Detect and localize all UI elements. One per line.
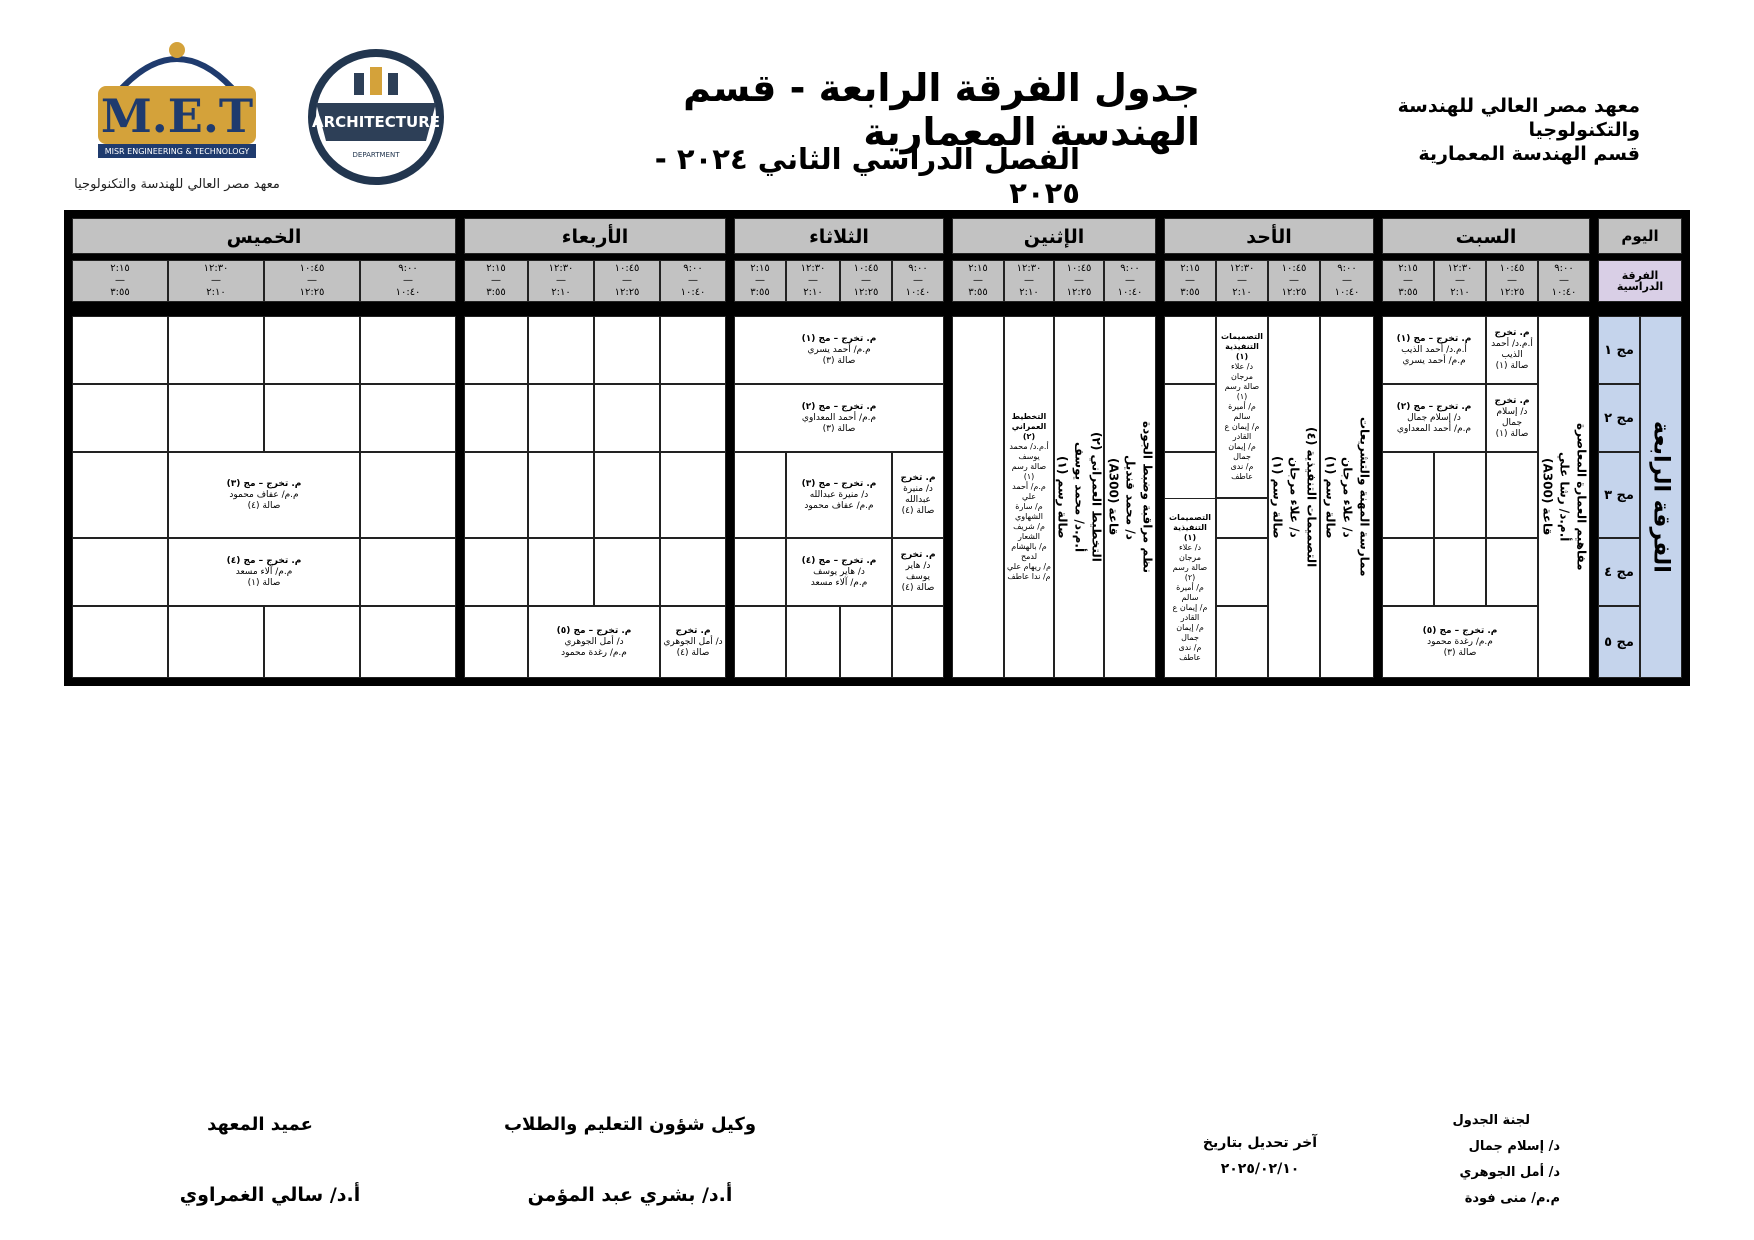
day-header-thu: الخميس: [72, 218, 456, 254]
empty-cell: [464, 452, 528, 538]
cell-line: د/ هاير يوسف: [813, 566, 865, 577]
cell-line: م/ إيمان ع القادر: [1224, 422, 1260, 441]
tue-g1-studio: [734, 316, 944, 384]
empty-cell: [264, 316, 360, 384]
slot-header: ١٠:٤٥ — ١٢:٢٥: [1486, 260, 1538, 302]
cell-line: م. تخرج – مج (١): [801, 333, 877, 344]
cell-line: صالة (٣): [822, 355, 856, 366]
page-title: جدول الفرقة الرابعة - قسم الهندسة المعمارية: [683, 66, 1200, 154]
cell-line: أ.م.د/ محمد: [1009, 442, 1049, 451]
cell-line: د/ أمل الجوهري: [663, 636, 723, 647]
empty-cell: [952, 316, 1004, 678]
cell-line: م.م/ رغدة محمود: [1427, 636, 1493, 647]
empty-cell: [1164, 316, 1216, 384]
tue-g3-studio-group: [786, 452, 892, 538]
cell-line: يوسف: [1018, 452, 1040, 461]
day-header-sun: الأحد: [1164, 218, 1374, 254]
slot-header: ١٠:٤٥ — ١٢:٢٥: [1054, 260, 1104, 302]
cell-line: صالة رسم (١): [1224, 382, 1260, 401]
slot-header: ١٢:٣٠ — ٢:١٠: [786, 260, 840, 302]
cell-line: صالة رسم (١): [1011, 462, 1047, 481]
cell-line: م/ ندا عاطف: [1007, 572, 1051, 581]
slot-header: ١٠:٤٥ — ١٢:٢٥: [264, 260, 360, 302]
slot-header: ١٢:٣٠ — ٢:١٠: [1434, 260, 1486, 302]
architecture-logo-sub: DEPARTMENT: [352, 151, 400, 159]
cell-line: م.م/ أحمد يسري: [1402, 355, 1466, 366]
sat-g1-studio-group: [1382, 316, 1486, 384]
year-name-cell: الفرقة الرابعة: [1640, 316, 1682, 678]
cell-line: صالة (٤): [676, 647, 710, 658]
empty-cell: [464, 316, 528, 384]
cell-line: د/ إسلام جمال: [1496, 407, 1528, 428]
cell-line: صالة (٣): [822, 423, 856, 434]
met-logo-arabic: معهد مصر العالي للهندسة والتكنولوجيا: [74, 177, 280, 192]
empty-cell: [168, 384, 264, 452]
day-header-sat: السبت: [1382, 218, 1590, 254]
cell-line: م/ ندى عاطف: [1178, 643, 1202, 662]
tue-g2-studio: [734, 384, 944, 452]
slot-header: ٩:٠٠ — ١٠:٤٠: [660, 260, 726, 302]
cell-line: صالة (٤): [901, 506, 935, 516]
slot-header: ٢:١٥ — ٣:٥٥: [734, 260, 786, 302]
cell-line: صالة (٤): [247, 500, 281, 511]
empty-cell: [1382, 452, 1434, 538]
slot-header: ٩:٠٠ — ١٠:٤٠: [360, 260, 456, 302]
empty-cell: [464, 538, 528, 606]
architecture-logo-text: ARCHITECTURE: [312, 113, 440, 131]
slot-header: ١٢:٣٠ — ٢:١٠: [1216, 260, 1268, 302]
empty-cell: [594, 452, 660, 538]
empty-cell: [660, 384, 726, 452]
empty-cell: [72, 384, 168, 452]
cell-line: صالة رسم (٢): [1172, 563, 1208, 582]
slot-header: ٩:٠٠ — ١٠:٤٠: [1104, 260, 1156, 302]
empty-cell: [660, 316, 726, 384]
committee-block: [1400, 1108, 1560, 1212]
cell-line: م. تخرج – مج (١): [1396, 333, 1472, 344]
cell-line: م. تخرج – مج (٣): [801, 478, 877, 489]
cell-line: م/ أميرة سالم: [1176, 583, 1204, 602]
cell-line: م. تخرج: [675, 625, 711, 636]
slot-header: ٢:١٥ — ٣:٥٥: [1382, 260, 1434, 302]
day-header-tue: الثلاثاء: [734, 218, 944, 254]
empty-cell: [464, 384, 528, 452]
cell-line: د/ علاء مرجان: [1178, 543, 1202, 562]
sun-tech1-studio: [1216, 316, 1268, 498]
schedule-table: [64, 210, 1690, 686]
vice-dean-title: وكيل شؤون التعليم والطلاب: [503, 1114, 757, 1135]
group-label: مج ٣: [1598, 452, 1640, 538]
committee-title: لجنة الجدول: [1452, 1113, 1530, 1128]
cell-line: صالة (٣): [1443, 647, 1477, 658]
empty-cell: [660, 538, 726, 606]
sat-concepts-lecture: مفاهيم العمارة المعاصرة أ.م.د/ رشا علي قاعة (A300): [1538, 316, 1590, 678]
empty-cell: [734, 452, 786, 538]
empty-cell: [840, 606, 892, 678]
mon-quality-lecture: نظم مراقبة وضبط الجودة د/ محمد قنديل قاعة (A300): [1104, 316, 1156, 678]
slot-header: ١٢:٣٠ — ٢:١٠: [1004, 260, 1054, 302]
group-label: مج ٤: [1598, 538, 1640, 606]
wed-g5-studio: [660, 606, 726, 678]
empty-cell: [1434, 538, 1486, 606]
architecture-logo: [286, 45, 466, 185]
cell-line: م.م/ أحمد يسري: [807, 344, 871, 355]
sat-g5-studio: [1382, 606, 1538, 678]
slot-header: ٩:٠٠ — ١٠:٤٠: [1320, 260, 1374, 302]
cell-line: صالة (٤): [901, 583, 935, 593]
slot-header: ٢:١٥ — ٣:٥٥: [952, 260, 1004, 302]
cell-line: م. تخرج – مج (٤): [226, 555, 302, 566]
cell-line: م/ شريف الشعار: [1013, 522, 1045, 541]
sun-tech-designs-lecture: التصميمات التنفيذية (٤) د/ علاء مرجان صالة رسم (١): [1268, 316, 1320, 678]
cell-line: د/ علاء مرجان: [1230, 362, 1254, 381]
year-header-label: الفرقة الدراسية: [1598, 260, 1682, 302]
modified-date: ٢٠٢٥/٠٢/١٠: [1220, 1161, 1300, 1177]
slot-header: ١٢:٣٠ — ٢:١٠: [168, 260, 264, 302]
empty-cell: [528, 452, 594, 538]
day-header-mon: الإثنين: [952, 218, 1156, 254]
group-label: مج ٢: [1598, 384, 1640, 452]
slot-header: ١٠:٤٥ — ١٢:٢٥: [840, 260, 892, 302]
mon-urban-studio: [1004, 316, 1054, 678]
empty-cell: [264, 384, 360, 452]
day-header-wed: الأربعاء: [464, 218, 726, 254]
cell-line: م. تخرج: [1494, 328, 1530, 338]
empty-cell: [360, 384, 456, 452]
cell-line: م/ بالهشام لدمح: [1011, 542, 1047, 561]
sun-practice-lecture: ممارسة المهنة والتشريعات د/ علاء مرجان صالة رسم (١): [1320, 316, 1374, 678]
tue-g3-studio: [892, 452, 944, 538]
empty-cell: [786, 606, 840, 678]
cell-line: أ.م.د/ أحمد الذيب: [1401, 344, 1467, 355]
empty-cell: [660, 452, 726, 538]
empty-cell: [72, 452, 168, 538]
slot-header: ٢:١٥ — ٣:٥٥: [464, 260, 528, 302]
sat-g2-studio-group: [1382, 384, 1486, 452]
cell-line: م/ ندى عاطف: [1230, 462, 1254, 481]
empty-cell: [360, 452, 456, 538]
cell-line: د/ منيرة عبدالله: [809, 489, 869, 500]
empty-cell: [594, 538, 660, 606]
cell-line: م. تخرج – مج (٥): [556, 625, 632, 636]
sat-g2-studio: [1486, 384, 1538, 452]
wed-g5-studio-group: [528, 606, 660, 678]
dean-name: أ.د/ سالي الغمراوي: [179, 1184, 361, 1206]
cell-line: صالة (١): [247, 577, 281, 588]
empty-cell: [734, 606, 786, 678]
tue-g4-studio-group: [786, 538, 892, 606]
cell-line: م.م/ عفاف محمود: [804, 500, 874, 511]
empty-cell: [1164, 384, 1216, 452]
cell-line: م/ إيمان جمال: [1176, 623, 1204, 642]
cell-line: م/ أميرة سالم: [1228, 402, 1256, 421]
empty-cell: [1486, 452, 1538, 538]
cell-line: التصميمات التنفيذية (١): [1169, 513, 1211, 542]
cell-line: م.م/ أحمد المعداوي: [801, 412, 877, 423]
department-name: قسم الهندسة المعمارية: [1418, 143, 1640, 165]
cell-line: م.م/ آلاء مسعد: [810, 577, 868, 588]
empty-cell: [528, 316, 594, 384]
cell-line: م. تخرج: [900, 473, 936, 483]
empty-cell: [1216, 606, 1268, 678]
cell-line: صالة (١): [1495, 429, 1529, 439]
institute-info: [1300, 94, 1640, 166]
cell-line: صالة (١): [1495, 361, 1529, 371]
empty-cell: [892, 606, 944, 678]
cell-line: م. تخرج: [1494, 396, 1530, 406]
empty-cell: [528, 538, 594, 606]
cell-line: د/ أمل الجوهري: [564, 636, 624, 647]
empty-cell: [594, 384, 660, 452]
cell-line: م. تخرج – مج (٥): [1422, 625, 1498, 636]
group-label: مج ١: [1598, 316, 1640, 384]
semester-subtitle: الفصل الدراسي الثاني ٢٠٢٤ - ٢٠٢٥: [654, 142, 1080, 210]
sat-g1-studio: [1486, 316, 1538, 384]
modified-block: [1190, 1130, 1330, 1182]
tue-g4-studio: [892, 538, 944, 606]
empty-cell: [360, 606, 456, 678]
modified-label: آخر تحديل بتاريخ: [1202, 1135, 1318, 1151]
empty-cell: [1216, 498, 1268, 538]
institute-name: معهد مصر العالي للهندسة والتكنولوجيا: [1397, 95, 1640, 141]
slot-header: ٢:١٥ — ٣:٥٥: [72, 260, 168, 302]
cell-line: م.م/ عفاف محمود: [229, 489, 299, 500]
cell-line: د/ إسلام جمال: [1407, 412, 1461, 423]
slot-header: ٩:٠٠ — ١٠:٤٠: [892, 260, 944, 302]
cell-line: م. تخرج – مج (٢): [1396, 401, 1472, 412]
committee-member: د/ إسلام جمال: [1468, 1139, 1560, 1154]
vice-dean-name: أ.د/ بشري عبد المؤمن: [527, 1184, 733, 1206]
empty-cell: [168, 316, 264, 384]
dean-title: عميد المعهد: [207, 1114, 313, 1135]
cell-line: د/ منيرة عبدالله: [903, 484, 933, 505]
cell-line: م.م/ أحمد علي: [1012, 482, 1046, 501]
slot-header: ٩:٠٠ — ١٠:٤٠: [1538, 260, 1590, 302]
met-logo: [74, 30, 280, 200]
empty-cell: [594, 316, 660, 384]
day-header-label: اليوم: [1598, 218, 1682, 254]
cell-line: م. تخرج – مج (٣): [226, 478, 302, 489]
empty-cell: [1216, 538, 1268, 606]
cell-line: التخطيط العمراني (٢): [1011, 412, 1047, 441]
cell-line: م/ سارة الشهاوي: [1014, 502, 1044, 521]
cell-line: م. تخرج: [900, 550, 936, 560]
sun-tech2-studio: [1164, 498, 1216, 678]
cell-line: م.م/ آلاء مسعد: [235, 566, 293, 577]
mon-urban-lecture: التخطيط العمراني (٢) أ.م.د/ محمد يوسف صالة رسم (١): [1054, 316, 1104, 678]
thu-g3-studio: [168, 452, 360, 538]
slot-header: ١٢:٣٠ — ٢:١٠: [528, 260, 594, 302]
empty-cell: [72, 316, 168, 384]
met-logo-text: M.E.T: [100, 89, 254, 143]
empty-cell: [528, 384, 594, 452]
slot-header: ٢:١٥ — ٣:٥٥: [1164, 260, 1216, 302]
empty-cell: [360, 538, 456, 606]
empty-cell: [1486, 538, 1538, 606]
met-logo-tagline: MISR ENGINEERING & TECHNOLOGY: [104, 147, 250, 156]
group-label: مج ٥: [1598, 606, 1640, 678]
slot-header: ١٠:٤٥ — ١٢:٢٥: [594, 260, 660, 302]
cell-line: م/ ريهام علي: [1007, 562, 1051, 571]
slot-header: ١٠:٤٥ — ١٢:٢٥: [1268, 260, 1320, 302]
cell-line: م. تخرج – مج (٢): [801, 401, 877, 412]
empty-cell: [464, 606, 528, 678]
cell-line: أ.م.د/ أحمد الذيب: [1491, 339, 1533, 360]
thu-g4-studio: [168, 538, 360, 606]
cell-line: م/ إيمان جمال: [1228, 442, 1256, 461]
cell-line: التصميمات التنفيذية (١): [1221, 332, 1263, 361]
cell-line: د/ هاير يوسف: [905, 561, 931, 582]
cell-line: م. تخرج – مج (٤): [801, 555, 877, 566]
empty-cell: [1434, 452, 1486, 538]
committee-member: م.م/ منى فودة: [1464, 1191, 1560, 1206]
empty-cell: [360, 316, 456, 384]
empty-cell: [734, 538, 786, 606]
empty-cell: [264, 606, 360, 678]
empty-cell: [168, 606, 264, 678]
empty-cell: [72, 606, 168, 678]
committee-member: د/ أمل الجوهري: [1459, 1165, 1560, 1180]
empty-cell: [72, 538, 168, 606]
cell-line: م.م/ أحمد المعداوي: [1396, 423, 1472, 434]
empty-cell: [1382, 538, 1434, 606]
cell-line: م/ إيمان ع القادر: [1172, 603, 1208, 622]
cell-line: م.م/ رغدة محمود: [561, 647, 627, 658]
